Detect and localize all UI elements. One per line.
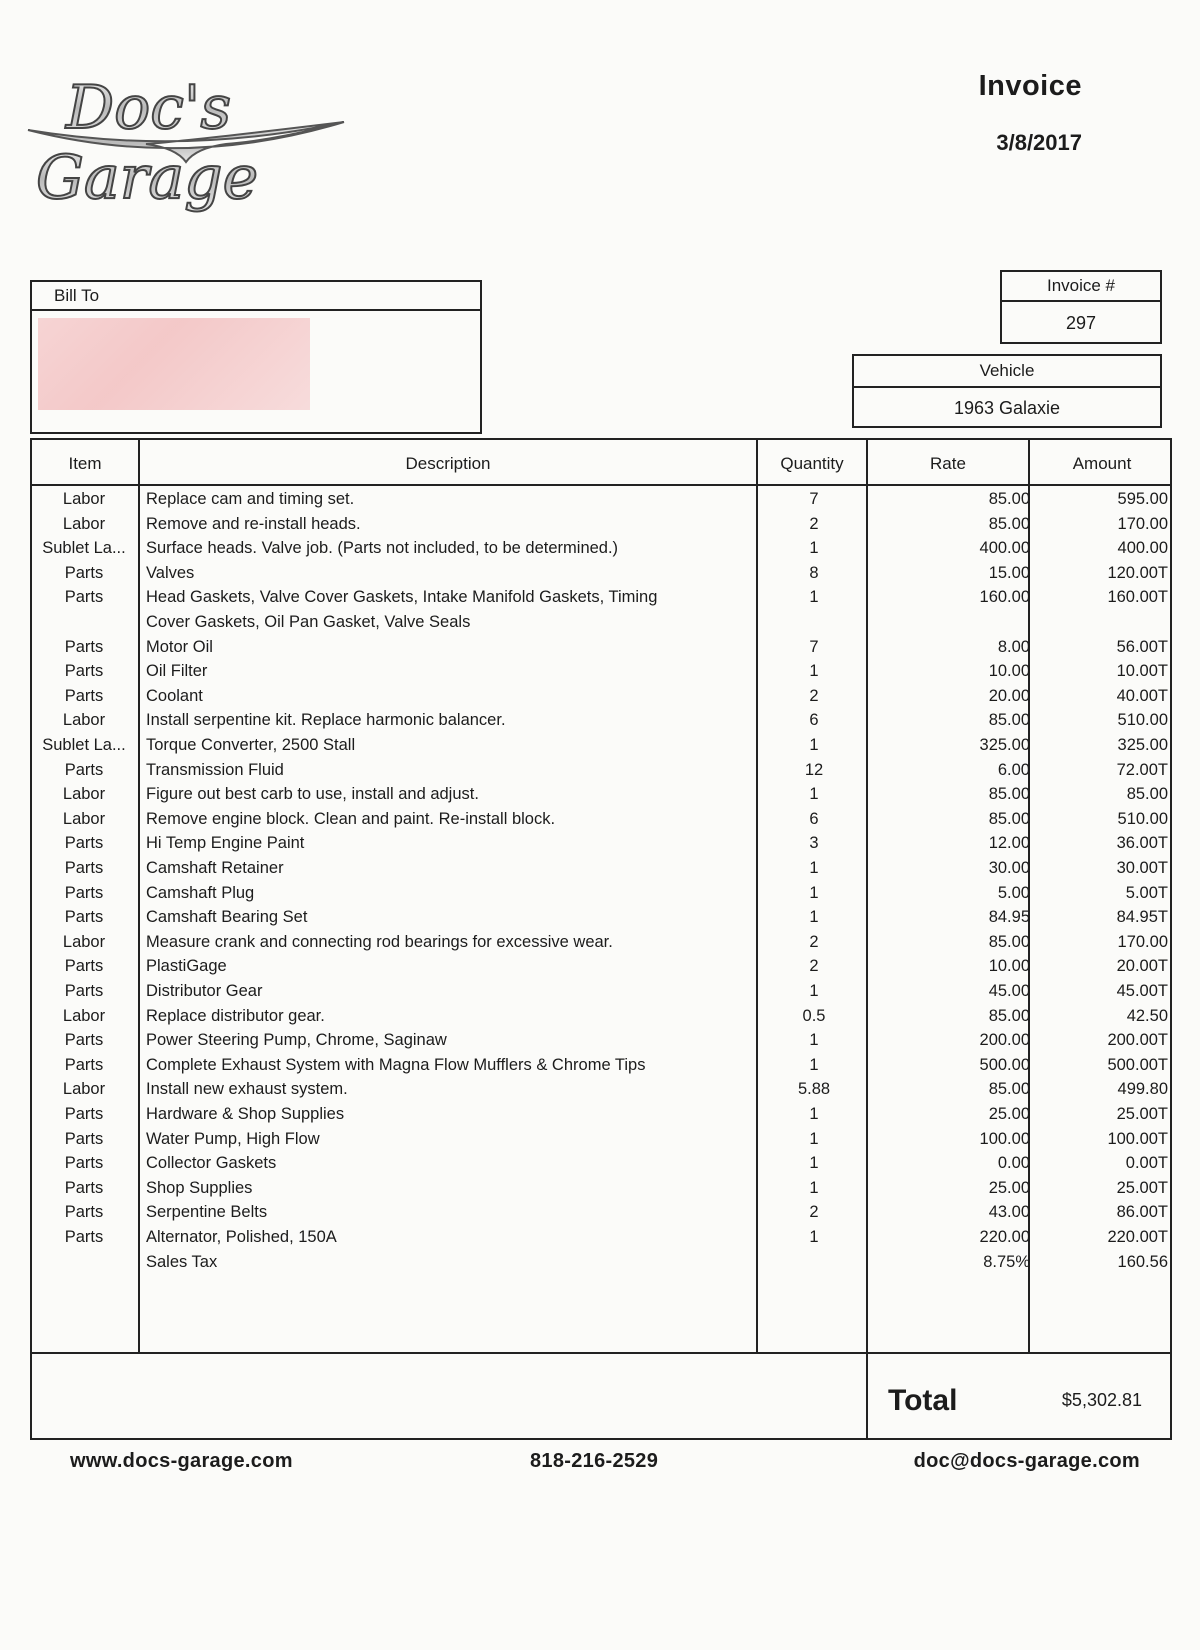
docs-garage-logo xyxy=(26,70,346,220)
row-description: Distributor Gear xyxy=(146,982,263,1000)
redacted-address xyxy=(38,318,310,410)
row-item: Parts xyxy=(64,1055,104,1074)
row-description: Motor Oil xyxy=(146,637,213,656)
vehicle-value: 1963 Galaxie xyxy=(953,398,1061,418)
row-item: Parts xyxy=(64,908,104,927)
row-rate: 25.00 xyxy=(988,1178,1030,1197)
row-quantity: 1 xyxy=(809,662,819,681)
row-amount: 160.00T xyxy=(1107,588,1168,607)
column-header-amount: Amount xyxy=(1072,454,1132,473)
invoice-number-label: Invoice # xyxy=(1002,272,1160,302)
bill-to-box xyxy=(30,280,482,434)
row-description: PlastiGage xyxy=(146,957,227,976)
row-item: Labor xyxy=(62,932,106,951)
row-description: Collector Gaskets xyxy=(146,1154,277,1173)
vehicle-box xyxy=(852,354,1162,428)
row-rate: 45.00 xyxy=(988,982,1030,1000)
row-amount: 510.00 xyxy=(1117,711,1168,730)
row-rate: 8.75% xyxy=(983,1252,1030,1271)
table-row xyxy=(32,613,1170,638)
total-value: $5,302.81 xyxy=(1061,1390,1142,1410)
row-item: Parts xyxy=(64,1203,104,1222)
table-row xyxy=(32,662,1170,687)
row-amount: 120.00T xyxy=(1107,563,1168,582)
row-amount: 325.00 xyxy=(1117,736,1168,754)
row-rate: 10.00 xyxy=(988,662,1030,681)
row-rate: 85.00 xyxy=(988,785,1030,804)
row-quantity: 1 xyxy=(809,859,819,877)
table-row xyxy=(32,933,1170,958)
row-item: Parts xyxy=(64,760,104,779)
row-amount: 30.00T xyxy=(1116,859,1168,877)
row-quantity: 1 xyxy=(809,1154,819,1173)
table-row xyxy=(32,1179,1170,1204)
row-rate: 100.00 xyxy=(979,1129,1030,1148)
column-header-quantity: Quantity xyxy=(780,454,844,473)
row-item: Parts xyxy=(64,1129,104,1148)
row-quantity: 3 xyxy=(809,834,819,853)
row-description: Water Pump, High Flow xyxy=(146,1129,320,1148)
row-item: Labor xyxy=(62,514,106,533)
row-description: Hardware & Shop Supplies xyxy=(146,1105,345,1123)
row-description: Head Gaskets, Valve Cover Gaskets, Intake Manifold Gaskets, Timing xyxy=(146,588,658,607)
row-rate: 6.00 xyxy=(997,760,1030,779)
row-amount: 40.00T xyxy=(1116,686,1168,705)
row-item: Parts xyxy=(64,563,104,582)
row-quantity: 1 xyxy=(809,588,819,607)
row-description: Figure out best carb to use, install and adjust. xyxy=(146,785,479,804)
row-description: Alternator, Polished, 150A xyxy=(146,1228,337,1246)
row-quantity: 1 xyxy=(809,1031,819,1050)
table-row xyxy=(32,736,1170,761)
table-row xyxy=(32,1080,1170,1105)
row-quantity: 1 xyxy=(809,1129,819,1148)
row-rate: 85.00 xyxy=(988,1080,1030,1099)
row-quantity: 5.88 xyxy=(797,1080,831,1099)
row-item: Parts xyxy=(64,834,104,853)
row-rate: 25.00 xyxy=(988,1105,1030,1123)
table-row xyxy=(32,490,1170,515)
row-rate: 30.00 xyxy=(988,859,1030,877)
row-rate: 84.95 xyxy=(988,908,1030,927)
row-amount: 42.50 xyxy=(1126,1006,1168,1025)
row-amount: 500.00T xyxy=(1107,1055,1168,1074)
row-quantity: 1 xyxy=(809,736,819,754)
table-row xyxy=(32,908,1170,933)
table-row xyxy=(32,834,1170,859)
row-rate: 220.00 xyxy=(979,1228,1030,1246)
table-row xyxy=(32,564,1170,589)
row-item: Labor xyxy=(62,785,106,804)
row-description: Torque Converter, 2500 Stall xyxy=(146,736,356,754)
row-description: Camshaft Plug xyxy=(146,883,255,902)
row-rate: 85.00 xyxy=(988,932,1030,951)
row-amount: 85.00 xyxy=(1126,785,1168,804)
table-row xyxy=(32,1253,1170,1278)
row-rate: 160.00 xyxy=(979,588,1030,607)
row-amount: 84.95T xyxy=(1116,908,1168,927)
row-rate: 12.00 xyxy=(988,834,1030,853)
row-item: Parts xyxy=(64,1178,104,1197)
row-quantity: 1 xyxy=(809,908,819,927)
invoice-number-value: 297 xyxy=(1065,313,1097,333)
row-amount: 400.00 xyxy=(1117,539,1168,558)
table-row xyxy=(32,1228,1170,1253)
row-quantity: 2 xyxy=(809,957,819,976)
row-description: Camshaft Retainer xyxy=(146,859,284,877)
table-row xyxy=(32,1154,1170,1179)
row-rate: 15.00 xyxy=(988,563,1030,582)
column-header-rate: Rate xyxy=(930,454,966,473)
row-quantity: 2 xyxy=(809,514,819,533)
table-row xyxy=(32,884,1170,909)
row-item: Parts xyxy=(64,957,104,976)
row-item: Parts xyxy=(64,662,104,681)
row-amount: 510.00 xyxy=(1117,809,1168,828)
row-item: Parts xyxy=(64,1154,104,1173)
row-amount: 86.00T xyxy=(1116,1203,1168,1222)
row-item: Labor xyxy=(62,1080,106,1099)
row-amount: 20.00T xyxy=(1116,957,1168,976)
row-item: Labor xyxy=(62,1006,106,1025)
line-items-table xyxy=(30,438,1172,1440)
row-amount: 72.00T xyxy=(1116,760,1168,779)
table-row xyxy=(32,957,1170,982)
row-amount: 170.00 xyxy=(1117,932,1168,951)
row-quantity: 2 xyxy=(809,1203,819,1222)
row-rate: 85.00 xyxy=(988,490,1030,508)
table-row xyxy=(32,1056,1170,1081)
row-description: Oil Filter xyxy=(146,662,208,681)
table-row xyxy=(32,711,1170,736)
invoice-number-box xyxy=(1000,270,1162,344)
row-rate: 8.00 xyxy=(997,637,1030,656)
row-item: Parts xyxy=(64,1105,104,1123)
row-rate: 0.00 xyxy=(997,1154,1030,1173)
table-row xyxy=(32,810,1170,835)
svg-text:Doc's: Doc's xyxy=(66,73,232,143)
row-description: Complete Exhaust System with Magna Flow Mufflers & Chrome Tips xyxy=(146,1055,646,1074)
row-rate: 325.00 xyxy=(979,736,1030,754)
row-amount: 220.00T xyxy=(1107,1228,1168,1246)
row-amount: 499.80 xyxy=(1117,1080,1168,1099)
footer-website: www.docs-garage.com xyxy=(70,1450,293,1472)
row-amount: 0.00T xyxy=(1125,1154,1168,1173)
row-description: Shop Supplies xyxy=(146,1178,253,1197)
column-header-description: Description xyxy=(405,454,491,473)
row-rate: 20.00 xyxy=(988,686,1030,705)
row-quantity: 1 xyxy=(809,883,819,902)
row-amount: 160.56 xyxy=(1117,1252,1168,1271)
table-row xyxy=(32,687,1170,712)
row-description: Surface heads. Valve job. (Parts not included, to be determined.) xyxy=(146,539,619,558)
row-quantity: 12 xyxy=(804,760,824,779)
row-quantity: 2 xyxy=(809,686,819,705)
invoice-date: 3/8/2017 xyxy=(996,130,1082,155)
row-quantity: 8 xyxy=(809,563,819,582)
row-description: Coolant xyxy=(146,686,203,705)
row-quantity: 6 xyxy=(809,711,819,730)
row-description: Power Steering Pump, Chrome, Saginaw xyxy=(146,1031,447,1050)
row-amount: 200.00T xyxy=(1107,1031,1168,1050)
row-description: Install serpentine kit. Replace harmonic balancer. xyxy=(146,711,506,730)
bill-to-label: Bill To xyxy=(32,282,480,311)
row-description: Install new exhaust system. xyxy=(146,1080,348,1099)
row-description: Remove and re-install heads. xyxy=(146,514,361,533)
document-title: Invoice xyxy=(978,70,1082,102)
row-amount: 10.00T xyxy=(1116,662,1168,681)
row-rate: 10.00 xyxy=(988,957,1030,976)
row-quantity: 1 xyxy=(809,982,819,1000)
footer-phone: 818-216-2529 xyxy=(530,1450,659,1472)
row-rate: 500.00 xyxy=(979,1055,1030,1074)
row-rate: 85.00 xyxy=(988,514,1030,533)
row-amount: 56.00T xyxy=(1116,637,1168,656)
vehicle-label: Vehicle xyxy=(854,356,1160,388)
row-item: Parts xyxy=(64,1228,104,1246)
table-row xyxy=(32,515,1170,540)
row-item: Parts xyxy=(64,883,104,902)
row-amount: 25.00T xyxy=(1116,1105,1168,1123)
svg-text:Garage: Garage xyxy=(36,143,259,213)
table-row xyxy=(32,982,1170,1007)
table-row xyxy=(32,785,1170,810)
row-amount: 100.00T xyxy=(1107,1129,1168,1148)
row-item: Labor xyxy=(62,809,106,828)
column-header-item: Item xyxy=(68,454,102,473)
table-row xyxy=(32,588,1170,613)
row-description: Replace distributor gear. xyxy=(146,1006,325,1025)
row-quantity: 1 xyxy=(809,539,819,558)
row-description: Cover Gaskets, Oil Pan Gasket, Valve Seals xyxy=(146,613,471,631)
row-description: Replace cam and timing set. xyxy=(146,490,355,508)
row-rate: 85.00 xyxy=(988,1006,1030,1025)
table-row xyxy=(32,539,1170,564)
footer-email: doc@docs-garage.com xyxy=(913,1450,1140,1472)
row-quantity: 0.5 xyxy=(802,1006,826,1025)
row-item: Sublet La... xyxy=(42,736,126,754)
row-amount: 5.00T xyxy=(1125,883,1168,902)
row-rate: 85.00 xyxy=(988,711,1030,730)
row-quantity: 7 xyxy=(809,637,819,656)
row-item: Parts xyxy=(64,588,104,607)
row-quantity: 2 xyxy=(809,932,819,951)
row-quantity: 1 xyxy=(809,1105,819,1123)
row-item: Labor xyxy=(62,490,106,508)
row-item: Parts xyxy=(64,637,104,656)
table-row xyxy=(32,1007,1170,1032)
row-amount: 25.00T xyxy=(1116,1178,1168,1197)
row-quantity: 1 xyxy=(809,1055,819,1074)
row-rate: 200.00 xyxy=(979,1031,1030,1050)
row-item: Parts xyxy=(64,686,104,705)
row-amount: 36.00T xyxy=(1116,834,1168,853)
row-quantity: 1 xyxy=(809,1178,819,1197)
table-row xyxy=(32,1203,1170,1228)
table-row xyxy=(32,859,1170,884)
row-description: Remove engine block. Clean and paint. Re-install block. xyxy=(146,809,556,828)
row-description: Transmission Fluid xyxy=(146,760,284,779)
row-amount: 595.00 xyxy=(1117,490,1168,508)
row-rate: 5.00 xyxy=(997,883,1030,902)
row-amount: 170.00 xyxy=(1117,514,1168,533)
row-rate: 43.00 xyxy=(988,1203,1030,1222)
table-row xyxy=(32,1031,1170,1056)
row-item: Labor xyxy=(62,711,106,730)
table-row xyxy=(32,1105,1170,1130)
table-row xyxy=(32,761,1170,786)
row-quantity: 1 xyxy=(809,785,819,804)
total-label: Total xyxy=(888,1384,958,1417)
row-item: Parts xyxy=(64,1031,104,1050)
row-description: Sales Tax xyxy=(146,1252,218,1271)
row-item: Parts xyxy=(64,859,104,877)
row-amount: 45.00T xyxy=(1116,982,1168,1000)
row-description: Hi Temp Engine Paint xyxy=(146,834,305,853)
table-row xyxy=(32,1130,1170,1155)
row-rate: 400.00 xyxy=(979,539,1030,558)
row-description: Serpentine Belts xyxy=(146,1203,268,1222)
table-row xyxy=(32,638,1170,663)
row-description: Measure crank and connecting rod bearings for excessive wear. xyxy=(146,932,613,951)
row-rate: 85.00 xyxy=(988,809,1030,828)
row-item: Parts xyxy=(64,982,104,1000)
row-description: Camshaft Bearing Set xyxy=(146,908,308,927)
row-quantity: 6 xyxy=(809,809,819,828)
row-quantity: 1 xyxy=(809,1228,819,1246)
row-description: Valves xyxy=(146,563,195,582)
row-item: Sublet La... xyxy=(42,539,126,558)
row-quantity: 7 xyxy=(809,490,819,508)
